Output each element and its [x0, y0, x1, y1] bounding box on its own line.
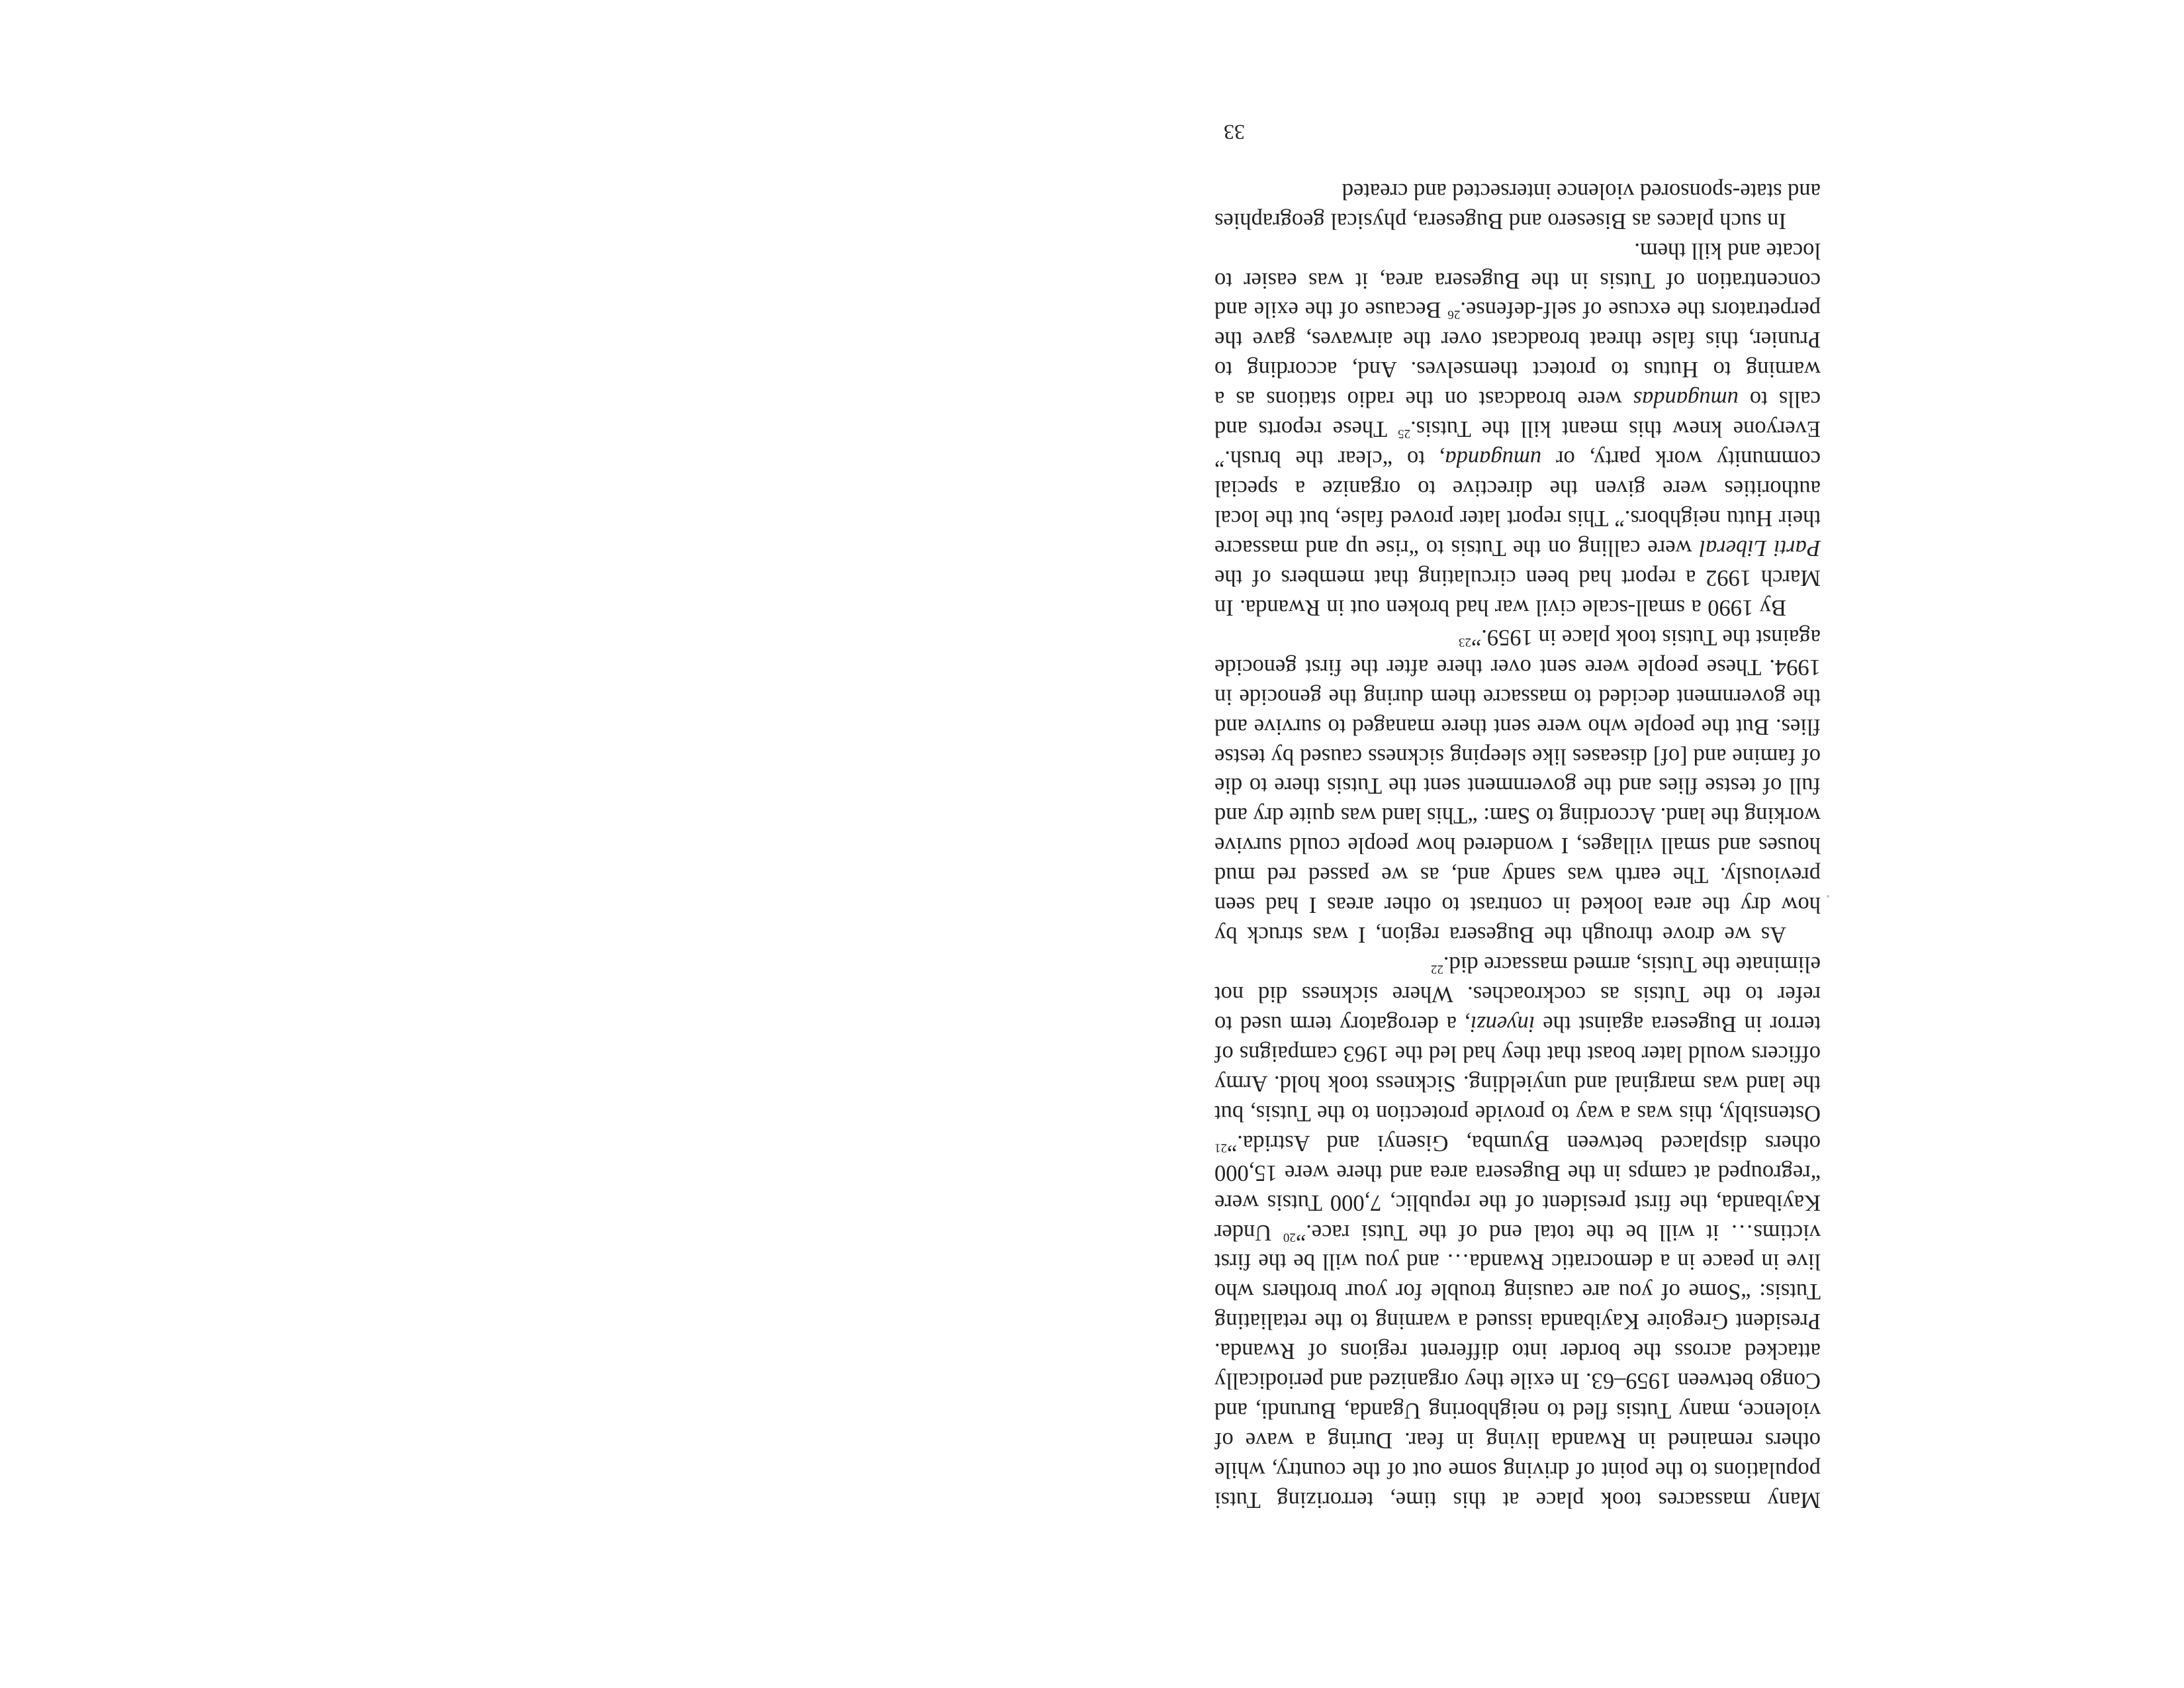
text-run: Many massacres took place at this time, terrorizing Tutsi populations to the point of driving some out of the country, while others remained in Rwanda living in fear. During a wave of violence, many Tutsis fled to neighboring Uganda, Burundi, and Congo between 1959–63. In exile they organized and periodically attacked across the border into different regions of Rwanda. President Gregoire Kayibanda issued a warning to the retaliating Tutsis: “Some of you are causing trouble for your brothers who live in peace in a democratic Rwanda… and you will be the first victims… it will be the total end of the Tutsi race.” [1214, 1219, 1821, 1513]
footnote-ref: 25 [1398, 426, 1411, 441]
text-run: Because of the exile and concentration of Tutsis in the Bugesera area, it was easier to locate and kill them. [1214, 238, 1821, 323]
upside-down-text-block [1214, 91, 1821, 1515]
footnote-ref: 21 [1214, 1141, 1227, 1155]
italic-term: Parti Liberal [1699, 536, 1821, 561]
text-run: Ostensibly, this was a way to provide protection to the Tutsis, but the land was marginal and unyielding. Sickness took hold. Army officers would later boast that they had led the 1963 campaigns of terror in Bugesera against the [1214, 1011, 1821, 1126]
italic-term: umugandas [1633, 387, 1739, 412]
italic-term: inyenzi [1470, 1011, 1535, 1037]
text-run: Under Kayibanda, the first president of the republic, 7,000 Tutsis were “regrouped at camps in the Bugesera area and there were 15,000 others displaced between Byumba, Gisenyi and Astrida.” [1214, 1130, 1821, 1245]
text-run: , a derogatory term used to refer to the Tutsis as cockroaches. Where sickness did not eliminate the Tutsis, armed massacre did. [1214, 952, 1821, 1037]
paragraph-physical-geographies [1214, 176, 1821, 236]
footnote-ref: 26 [1447, 308, 1461, 322]
text-run: In such places as Bisesero and Bugesera, physical geographies and state-sponsored violence intersected and created [1214, 178, 1821, 234]
text-run: These reports and calls to [1214, 387, 1821, 442]
italic-term: umuganda [1445, 446, 1542, 472]
text-run: , to “clear the brush.” Everyone knew this meant kill the Tutsis. [1214, 416, 1821, 472]
text-run: As we drove through the Bugesera region, I was struck by how dry the area looked in contrast to other areas I had seen previously. The earth was sandy and, as we passed red mud houses and small villages, I wondered how people could survive working the land. According to Sam: “This land was quite dry and full of testse flies and the government sent the Tutsis there to die of famine and [of] diseases like sleeping sickness caused by testse flies. But the people who were sent there managed to survive and the government decided to massacre them during the genocide in 1994. These people were sent over there after the first genocide against the Tutsis took place in 1959.” [1214, 624, 1821, 948]
footnote-ref: 20 [1283, 1230, 1296, 1244]
page-number: 33 [1224, 120, 1245, 144]
paragraph-exile-massacres [1214, 949, 1821, 1515]
text-column [1214, 118, 1821, 1515]
text-run: were calling on the Tutsis to “rise up and massacre their Hutu neighbors.” This report later proved false, but the local authorities were given the directive to organize a special community work party, or [1214, 446, 1821, 561]
footnote-ref: 22 [1430, 962, 1443, 976]
text-run: were broadcast on the radio stations as a warning to Hutus to protect themselves. And, according to Prunier, this false threat broadcast over the airwaves, gave the perpetrators the excuse of self-defense. [1214, 297, 1821, 412]
paragraph-civil-war-1990 [1214, 236, 1821, 622]
paragraph-bugesera-drive [1214, 622, 1821, 949]
footnote-ref: 23 [1459, 635, 1471, 649]
text-run: By 1990 a small-scale civil war had broken out in Rwanda. In March 1992 a report had been circulating that members of the [1214, 565, 1821, 620]
scan-speck [1827, 895, 1829, 898]
